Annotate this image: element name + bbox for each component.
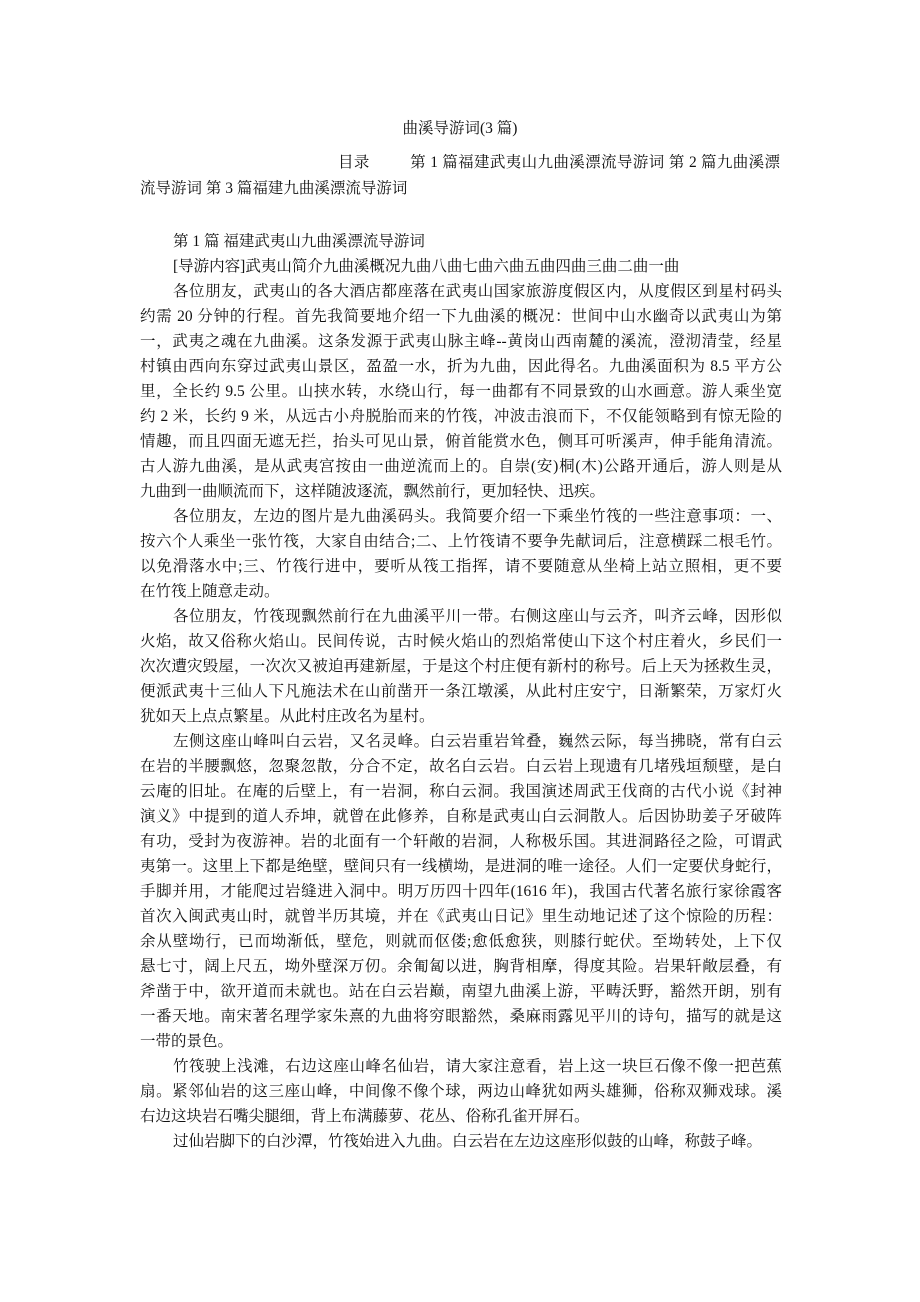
paragraph-line: 演义》中提到的道人乔坤，就曾在此修养，自称是武夷山白云洞散人。后因协助姜子牙破阵	[140, 808, 782, 825]
paragraph-line: 斧凿于中，欲开道而未就也。站在白云岩巅，南望九曲溪上游，平畴沃野，豁然开朗，别有	[140, 983, 782, 1000]
paragraph	[140, 1129, 782, 1154]
paragraph-line: 扇。紧邻仙岩的这三座山峰，中间像不像个球，两边山峰犹如两头雄狮，俗称双狮戏球。溪	[140, 1083, 782, 1100]
paragraph	[140, 279, 782, 504]
paragraph-line: 古人游九曲溪，是从武夷宫按由一曲逆流而上的。自崇(安)桐(木)公路开通后，游人则是从	[140, 458, 782, 475]
paragraph-line: 夷第一。这里上下都是绝壁，壁间只有一线横坳，是进洞的唯一途径。人们一定要伏身蛇行，	[140, 858, 782, 875]
paragraph	[140, 729, 782, 1054]
document-title: 曲溪导游词(3 篇)	[402, 120, 518, 137]
paragraph-line: 里，全长约 9.5 公里。山挟水转，水绕山行，每一曲都有不同景致的山水画意。游人乘坐宽	[140, 383, 782, 400]
paragraph-line: [导游内容]武夷山简介九曲溪概况九曲八曲七曲六曲五曲四曲三曲二曲一曲	[173, 258, 680, 275]
paragraph-line: 悬七寸，阔上尺五，坳外壁深万仞。余匍匐以进，胸背相摩，得度其险。岩果轩敞层叠，有	[140, 958, 782, 975]
paragraph-line: 一番天地。南宋著名理学家朱熹的九曲将穷眼豁然，桑麻雨露见平川的诗句，描写的就是这	[140, 1008, 782, 1025]
paragraph-line: 九曲到一曲顺流而下，这样随波逐流，飘然前行，更加轻快、迅疾。	[140, 483, 606, 500]
paragraph-line: 云庵的旧址。在庵的后壁上，有一岩洞，称白云洞。我国演述周武王伐商的古代小说《封神	[140, 783, 782, 800]
paragraph-line: 各位朋友，武夷山的各大酒店都座落在武夷山国家旅游度假区内，从度假区到星村码头	[173, 283, 782, 300]
paragraph-line: 约需 20 分钟的行程。首先我简要地介绍一下九曲溪的概况：世间中山水幽奇以武夷山为第	[140, 308, 782, 325]
toc-entries-line-1: 第 1 篇福建武夷山九曲溪漂流导游词 第 2 篇九曲溪漂	[409, 154, 780, 171]
table-of-contents	[140, 150, 780, 202]
paragraph-line: 左侧这座山峰叫白云岩，又名灵峰。白云岩重岩耸叠，巍然云际，每当拂晓，常有白云	[173, 733, 782, 750]
paragraph	[140, 254, 782, 279]
document-body	[140, 229, 782, 1154]
paragraph-line: 一，武夷之魂在九曲溪。这条发源于武夷山脉主峰--黄岗山西南麓的溪流，澄沏清莹，经星	[140, 333, 782, 350]
paragraph-line: 犹如天上点点繁星。从此村庄改名为星村。	[140, 708, 435, 725]
paragraph	[140, 604, 782, 729]
paragraph-line: 火焰，故又俗称火焰山。民间传说，古时候火焰山的烈焰常使山下这个村庄着火，乡民们一	[140, 633, 782, 650]
paragraph-line: 在岩的半腰飘悠，忽聚忽散，分合不定，故名白云岩。白云岩上现遗有几堵残垣颓壁，是白	[140, 758, 782, 775]
paragraph-line: 余从壁坳行，已而坳渐低，壁危，则就而伛偻;愈低愈狭，则膝行蛇伏。至坳转处，上下仅	[140, 933, 782, 950]
paragraph	[140, 504, 782, 604]
paragraph-line: 以免滑落水中;三、竹筏行进中，要听从筏工指挥，请不要随意从坐椅上站立照相，更不要	[140, 558, 782, 575]
paragraph	[140, 1054, 782, 1129]
paragraph-line: 情趣，而且四面无遮无拦，抬头可见山景，俯首能赏水色，侧耳可听溪声，伸手能角清流。	[140, 433, 782, 450]
paragraph-line: 各位朋友，左边的图片是九曲溪码头。我简要介绍一下乘坐竹筏的一些注意事项：一、	[173, 508, 782, 525]
paragraph-line: 各位朋友，竹筏现飘然前行在九曲溪平川一带。右侧这座山与云齐，叫齐云峰，因形似	[173, 608, 782, 625]
paragraph-line: 有功，受封为夜游神。岩的北面有一个轩敞的岩洞，人称极乐国。其进洞路径之险，可谓武	[140, 833, 782, 850]
paragraph-line: 约 2 米，长约 9 米，从远古小舟脱胎而来的竹筏，冲波击浪而下，不仅能领略到有惊无险的	[140, 408, 782, 425]
paragraph-line: 在竹筏上随意走动。	[140, 583, 280, 600]
paragraph-line: 右边这块岩石嘴尖腿细，背上布满藤萝、花丛、俗称孔雀开屏石。	[140, 1108, 590, 1125]
paragraph-line: 按六个人乘坐一张竹筏，大家自由结合;二、上竹筏请不要争先献词后，注意横踩二根毛竹。	[140, 533, 782, 550]
toc-entries-line-2: 流导游词 第 3 篇福建九曲溪漂流导游词	[140, 180, 408, 197]
paragraph-line: 手脚并用，才能爬过岩缝进入洞中。明万历四十四年(1616 年)，我国古代著名旅行家徐霞客	[140, 883, 782, 900]
paragraph-line: 过仙岩脚下的白沙潭，竹筏始进入九曲。白云岩在左边这座形似鼓的山峰，称鼓子峰。	[173, 1133, 763, 1150]
toc-label: 目录	[338, 154, 370, 171]
section-heading: 第 1 篇 福建武夷山九曲溪漂流导游词	[173, 233, 425, 250]
paragraph-line: 次次遭灾毁屋，一次次又被迫再建新屋，于是这个村庄便有新村的称号。后上天为拯救生灵，	[140, 658, 782, 675]
paragraph-line: 首次入闽武夷山时，就曾半历其境，并在《武夷山日记》里生动地记述了这个惊险的历程：	[140, 908, 782, 925]
paragraph-line: 便派武夷十三仙人下凡施法术在山前凿开一条江墩溪，从此村庄安宁，日渐繁荣，万家灯火	[140, 683, 782, 700]
paragraph-line: 一带的景色。	[140, 1033, 234, 1050]
paragraph-line: 村镇由西向东穿过武夷山景区，盈盈一水，折为九曲，因此得名。九曲溪面积为 8.5 平方公	[140, 358, 782, 375]
paragraph-line: 竹筏驶上浅滩，右边这座山峰名仙岩，请大家注意看，岩上这一块巨石像不像一把芭蕉	[173, 1058, 782, 1075]
